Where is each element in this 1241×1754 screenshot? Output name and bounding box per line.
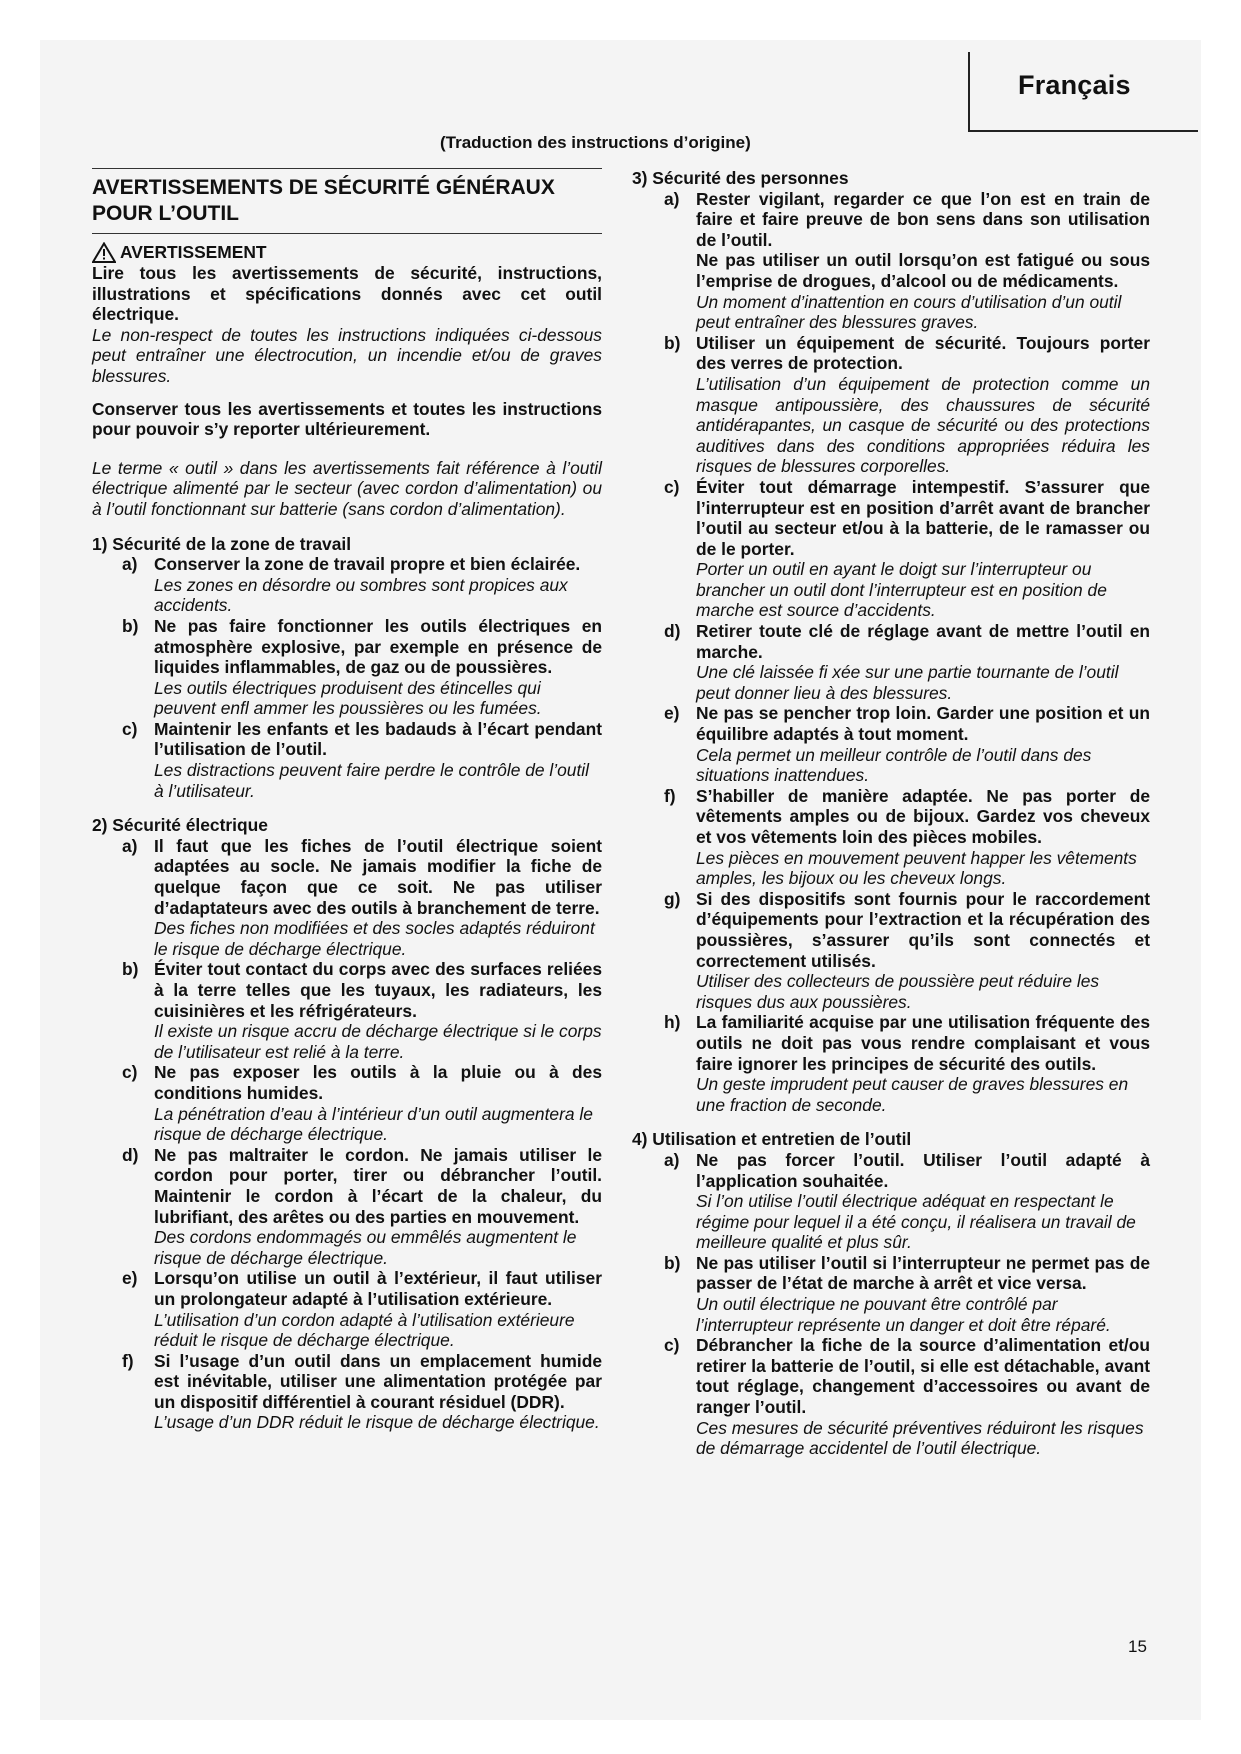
item-text: La familiarité acquise par une utilisation fréquente des outils ne doit pas vous rendre complaisant et vous faire ignorer les principes de sécurité des outils.: [696, 1012, 1150, 1074]
list-item: [632, 786, 1150, 889]
item-text: Si des dispositifs sont fournis pour le raccordement d’équipements pour l’extraction et la récupération des poussières, s’assurer qu’ils sont connectés et correctement utilisés.: [696, 888, 1150, 971]
right-column: [632, 166, 1150, 1459]
item-label: c): [122, 1062, 138, 1083]
list-item: [92, 1351, 602, 1433]
item-text: Ne pas utiliser l’outil si l’interrupteur ne permet pas de passer de l’état de marche à arrêt et vice versa.: [696, 1252, 1150, 1294]
item-label: a): [122, 835, 138, 856]
item-label: g): [664, 888, 681, 909]
item-text: S’habiller de manière adaptée. Ne pas porter de vêtements amples ou de bijoux. Gardez vos cheveux et vos vêtements loin des pièces mobiles.: [696, 785, 1150, 847]
translation-subtitle: (Traduction des instructions d’origine): [440, 133, 751, 152]
item-desc: Cela permet un meilleur contrôle de l’outil dans des situations inattendues.: [696, 744, 1092, 786]
item-desc: Les distractions peuvent faire perdre le contrôle de l’outil à l’utilisateur.: [154, 760, 590, 801]
list-item: [632, 1012, 1150, 1115]
item-desc: Si l’on utilise l’outil électrique adéquat en respectant le régime pour lequel il a été conçu, il réalisera un travail de meilleure qualité et plus sûr.: [696, 1191, 1136, 1253]
intro-italic: Le non-respect de toutes les instructions indiquées ci-dessous peut entraîner une électrocution, un incendie et/ou de graves blessures.: [92, 324, 602, 386]
list-item: [92, 719, 602, 801]
item-desc: Porter un outil en ayant le doigt sur l’interrupteur ou brancher un outil dont l’interrupteur est en position de marche est source d’accidents.: [696, 559, 1107, 621]
item-label: d): [664, 621, 681, 642]
item-label: a): [664, 1149, 680, 1170]
item-label: e): [664, 703, 680, 724]
item-text: Si l’usage d’un outil dans un emplacement humide est inévitable, utiliser une alimentation protégée par un dispositif différentiel à courant résiduel (DDR).: [154, 1350, 602, 1412]
list-item: [632, 703, 1150, 785]
item-desc: Des cordons endommagés ou emmêlés augmentent le risque de décharge électrique.: [154, 1227, 577, 1268]
list-item: [632, 333, 1150, 477]
section-title-1: 1) Sécurité de la zone de travail: [92, 533, 352, 554]
item-text: Rester vigilant, regarder ce que l’on est en train de faire et faire preuve de bon sens dans son utilisation de l’outil.: [696, 188, 1150, 250]
item-label: f): [122, 1350, 134, 1371]
item-text: Éviter tout contact du corps avec des surfaces reliées à la terre telles que les tuyaux, les radiateurs, les cuisinières et les réfrigérateurs.: [154, 959, 602, 1021]
list-item: [632, 477, 1150, 621]
item-text: Éviter tout démarrage intempestif. S’assurer que l’interrupteur est en position d’arrêt avant de brancher l’outil au secteur et/ou à la batterie, de le ramasser ou de le porter.: [696, 476, 1150, 559]
item-desc: Un moment d’inattention en cours d’utilisation d’un outil peut entraîner des blessures graves.: [696, 291, 1122, 333]
item-text: Ne pas maltraiter le cordon. Ne jamais utiliser le cordon pour porter, tirer ou débrancher l’outil. Maintenir le cordon à l’écart de la chaleur, du lubrifiant, des arêtes ou des parties en mouvement.: [154, 1144, 602, 1227]
item-desc: La pénétration d’eau à l’intérieur d’un outil augmentera le risque de décharge électrique.: [154, 1103, 593, 1145]
item-desc: Les zones en désordre ou sombres sont propices aux accidents.: [154, 574, 568, 616]
item-label: e): [122, 1268, 138, 1289]
list-item: [632, 1253, 1150, 1335]
item-desc: L’utilisation d’un cordon adapté à l’utilisation extérieure réduit le risque de décharge électrique.: [154, 1309, 575, 1351]
item-desc: Un geste imprudent peut causer de graves blessures en une fraction de seconde.: [696, 1074, 1129, 1115]
keep-instructions: Conserver tous les avertissements et toutes les instructions pour pouvoir s’y reporter ultérieurement.: [92, 398, 602, 440]
item-text: Maintenir les enfants et les badauds à l’écart pendant l’utilisation de l’outil.: [154, 718, 602, 760]
section-title-3: 3) Sécurité des personnes: [632, 168, 849, 188]
list-item: [92, 616, 602, 719]
item-label: a): [122, 554, 138, 575]
term-definition: Le terme « outil » dans les avertissements fait référence à l’outil électrique alimenté par le secteur (avec cordon d’alimentation) ou à l’outil fonctionnant sur batterie (sans cordon d’alimentation).: [92, 457, 602, 519]
item-label: c): [664, 476, 680, 497]
section-heading: AVERTISSEMENTS DE SÉCURITÉ GÉNÉRAUX POUR L’OUTIL: [92, 168, 602, 234]
item-text: Retirer toute clé de réglage avant de mettre l’outil en marche.: [696, 621, 1150, 662]
item-desc: L’usage d’un DDR réduit le risque de décharge électrique.: [154, 1412, 600, 1433]
item-text: Ne pas faire fonctionner les outils électriques en atmosphère explosive, par exemple en présence de liquides inflammables, de gaz ou de poussières.: [154, 615, 602, 678]
item-label: b): [664, 1252, 681, 1273]
item-desc: Les outils électriques produisent des étincelles qui peuvent enfl ammer les poussières ou les fumées.: [154, 677, 542, 719]
item-text: Ne pas se pencher trop loin. Garder une position et un équilibre adaptés à tout moment.: [696, 703, 1150, 745]
warning-label: AVERTISSEMENT: [120, 242, 267, 263]
item-text: Ne pas forcer l’outil. Utiliser l’outil adapté à l’application souhaitée.: [696, 1149, 1150, 1191]
warning-title: [92, 242, 602, 263]
item-desc: Les pièces en mouvement peuvent happer les vêtements amples, les bijoux ou les cheveux longs.: [696, 847, 1137, 889]
item-desc: Utiliser des collecteurs de poussière peut réduire les risques dus aux poussières.: [696, 971, 1100, 1012]
page-number: 15: [1128, 1637, 1147, 1656]
list-item: [92, 1268, 602, 1350]
intro-bold: Lire tous les avertissements de sécurité, instructions, illustrations et spécifications donnés avec cet outil électrique.: [92, 263, 602, 325]
list-item: [92, 1062, 602, 1144]
item-desc: Ces mesures de sécurité préventives réduiront les risques de démarrage accidentel de l’outil électrique.: [696, 1417, 1144, 1459]
warning-triangle-icon: [92, 242, 116, 263]
item-desc: Une clé laissée fi xée sur une partie tournante de l’outil peut donner lieu à des blessures.: [696, 662, 1119, 703]
item-label: c): [122, 718, 138, 739]
list-item: [632, 889, 1150, 1013]
item-label: h): [664, 1012, 681, 1033]
list-item: [92, 836, 602, 960]
list-item: [92, 1145, 602, 1269]
item-label: c): [664, 1335, 680, 1356]
item-text: Lorsqu’on utilise un outil à l’extérieur, il faut utiliser un prolongateur adapté à l’utilisation extérieure.: [154, 1268, 602, 1309]
item-text-2: Ne pas utiliser un outil lorsqu’on est fatigué ou sous l’emprise de drogues, d’alcool ou de médicaments.: [696, 250, 1150, 291]
language-label: Français: [1018, 70, 1131, 100]
list-item: [632, 621, 1150, 703]
list-item: [92, 959, 602, 1062]
item-label: a): [664, 188, 680, 209]
section-title-2: 2) Sécurité électrique: [92, 815, 268, 836]
item-text: Conserver la zone de travail propre et bien éclairée.: [154, 554, 581, 575]
item-text: Il faut que les fiches de l’outil électrique soient adaptées au socle. Ne jamais modifier la fiche de quelque façon que ce soit. Ne pas utiliser d’adaptateurs avec des outils à branchement de terre.: [154, 835, 602, 918]
item-desc: Il existe un risque accru de décharge électrique si le corps de l’utilisateur est relié à la terre.: [154, 1021, 602, 1062]
item-desc: Des fiches non modifiées et des socles adaptés réduiront le risque de décharge électrique.: [154, 918, 595, 959]
item-desc: Un outil électrique ne pouvant être contrôlé par l’interrupteur représente un danger et doit être réparé.: [696, 1294, 1111, 1335]
left-column: [92, 166, 602, 1433]
item-label: b): [122, 615, 139, 636]
list-item: [632, 189, 1150, 333]
list-item: [92, 554, 602, 616]
item-label: b): [664, 332, 681, 353]
item-label: f): [664, 785, 676, 806]
item-text: Débrancher la fiche de la source d’alimentation et/ou retirer la batterie de l’outil, si elle est détachable, avant tout réglage, changement d’accessoires ou avant de ranger l’outil.: [696, 1335, 1150, 1418]
section-title-4: 4) Utilisation et entretien de l’outil: [632, 1129, 912, 1150]
list-item: [632, 1335, 1150, 1459]
item-desc: L’utilisation d’un équipement de protection comme un masque antipoussière, des chaussures de sécurité antidérapantes, un casque de sécurité ou des protections auditives dans des conditions appropriées réduira les risques de blessures corporelles.: [696, 373, 1150, 477]
item-label: b): [122, 959, 139, 980]
item-text: Utiliser un équipement de sécurité. Toujours porter des verres de protection.: [696, 332, 1150, 374]
item-text: Ne pas exposer les outils à la pluie ou à des conditions humides.: [154, 1062, 602, 1103]
list-item: [632, 1150, 1150, 1253]
item-label: d): [122, 1144, 139, 1165]
